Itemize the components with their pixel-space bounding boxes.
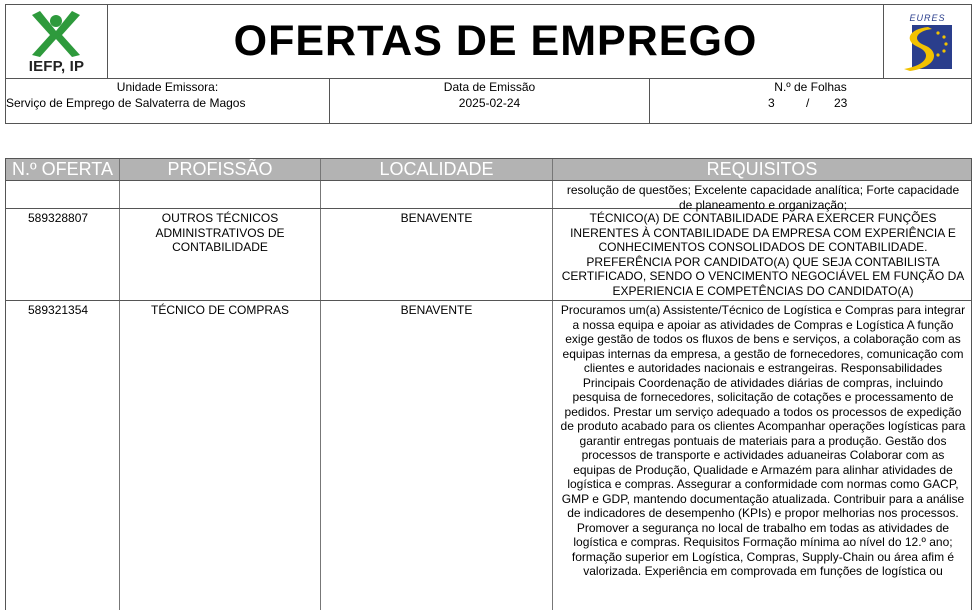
sheet-separator: /	[806, 96, 810, 110]
header-location: LOCALIDADE	[321, 159, 553, 180]
header-profession: PROFISSÃO	[120, 159, 321, 180]
issue-date-value: 2025-02-24	[458, 96, 521, 110]
page-title: OFERTAS DE EMPREGO	[233, 17, 758, 65]
document-meta	[5, 79, 972, 124]
issuing-unit-value: Serviço de Emprego de Salvaterra de Magos	[6, 96, 246, 110]
document-header	[5, 4, 972, 79]
table-header	[6, 158, 971, 181]
cell-profession: OUTROS TÉCNICOS ADMINISTRATIVOS DE CONTABILIDADE	[120, 209, 321, 300]
issue-date-cell	[330, 79, 650, 123]
cell-location	[321, 181, 553, 208]
header-offer-number: N.º OFERTA	[6, 159, 120, 180]
job-offers-table	[5, 158, 972, 610]
sheet-total: 23	[834, 96, 848, 110]
cell-requirements: Procuramos um(a) Assistente/Técnico de Logística e Compras para integrar a nossa equipa e apoiar as atividades de Compras e Logística A função exige gestão de todos os fluxos de bens e serviços, a colaboração com as equipas internas da empresa, a gestão de fornecedores, comunicação com clientes e autoridades nacionais e estrangeiras. Responsabilidades Principais Coordenação de atividades diárias de compras, incluindo pesquisa de fornecedores, solicitação de cotações e processamento de pedidos. Prestar um serviço adequado a todos os processos de expedição de produto acabado para os clientes Acompanhar operações logísticas para garantir entregas pontuais de materiais para a produção. Gestão dos processos de transporte e actividades aduaneiras Colaborar com as equipas de Produção, Qualidade e Armazém para alinhar atividades de logística e compras. Assegurar a conformidade com normas como GACP, GMP e GDP, mantendo documentação atualizada. Contribuir para a análise de indicadores de desempenho (KPIs) e propor melhorias nos processos. Promover a segurança no local de trabalho em todas as atividades de logística e compras. Requisitos Formação mínima ao nível do 12.º ano; formação superior em Logística, Compras, Supply-Chain ou área afim é valorizada. Experiência em comprovada em funções de logística ou	[560, 303, 966, 578]
eures-logo-icon	[898, 23, 958, 73]
issuing-unit-label: Unidade Emissora:	[116, 80, 219, 94]
cell-requirements: resolução de questões; Excelente capacidade analítica; Forte capacidade de planeamento e organização;	[566, 183, 960, 212]
issuing-unit-cell	[6, 79, 330, 123]
iefp-logo-icon	[26, 11, 86, 57]
table-row	[6, 209, 971, 301]
sheet-count-cell	[650, 79, 971, 123]
cell-profession	[120, 181, 321, 208]
cell-offer-number	[6, 181, 120, 208]
iefp-logo	[6, 5, 108, 78]
cell-requirements: TÉCNICO(A) DE CONTABILIDADE PARA EXERCER FUNÇÕES INERENTES À CONTABILIDADE DA EMPRESA COM EXPERIÊNCIA E CONHECIMENTOS CONSOLIDADOS DE CONTABILIDADE. PREFERÊNCIA POR CANDIDATO(A) QUE SEJA CONTABILISTA CERTIFICADO, SENDO O VENCIMENTO NEGOCIÁVEL EM FUNÇÃO DA EXPERIENCIA E COMPETÊNCIAS DO CANDIDATO(A)	[561, 211, 965, 298]
sheet-current: 3	[768, 96, 775, 110]
table-row-continuation	[6, 181, 971, 212]
header-requirements: REQUISITOS	[706, 159, 818, 179]
issue-date-label: Data de Emissão	[443, 80, 536, 94]
eures-logo-text: EURES	[909, 13, 946, 23]
cell-location: BENAVENTE	[321, 209, 553, 300]
eures-logo	[883, 5, 971, 78]
iefp-logo-text: IEFP, IP	[28, 58, 85, 75]
cell-profession: TÉCNICO DE COMPRAS	[120, 301, 321, 610]
cell-offer-number: 589328807	[6, 209, 120, 300]
cell-offer-number: 589321354	[6, 301, 120, 610]
sheet-count-label: N.º de Folhas	[774, 80, 847, 94]
cell-location: BENAVENTE	[321, 301, 553, 610]
table-row	[6, 301, 971, 610]
